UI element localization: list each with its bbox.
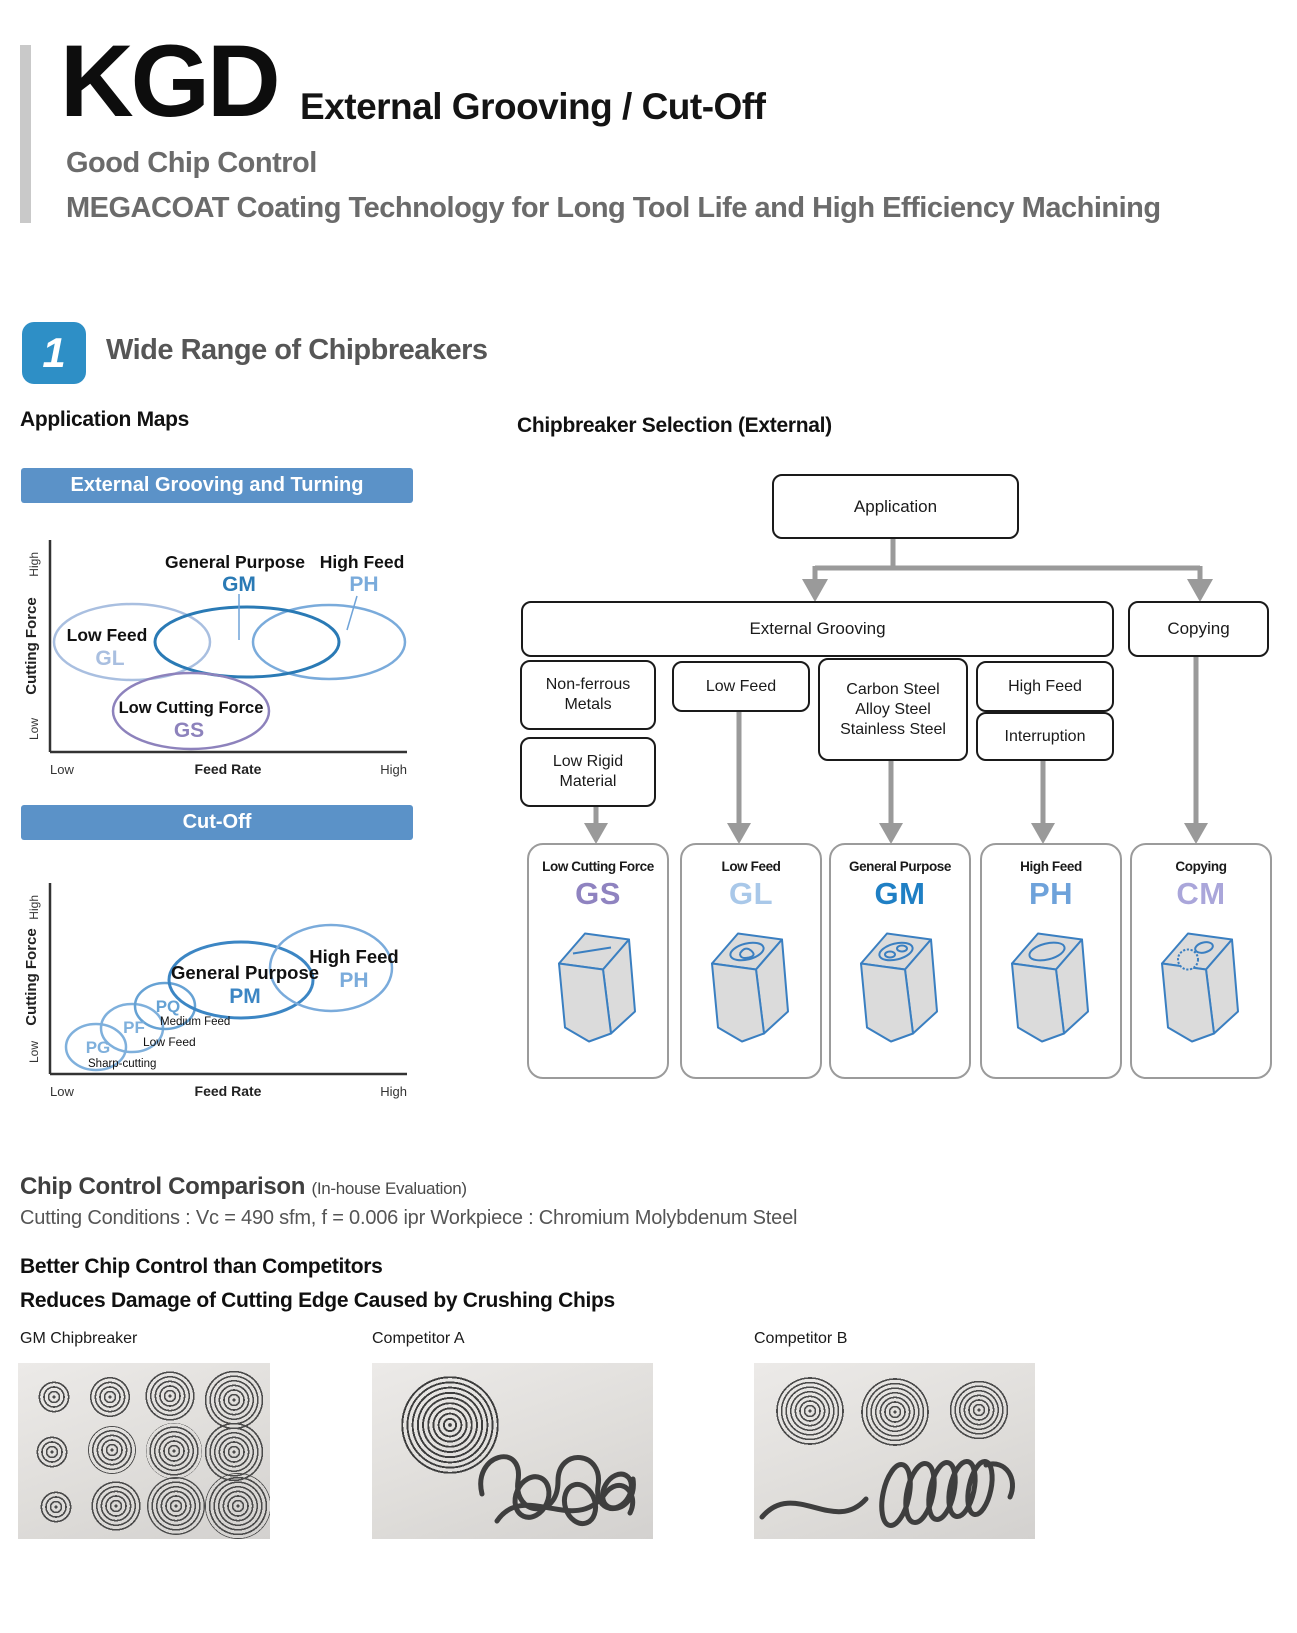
comparison-note: (In-house Evaluation) [311,1179,467,1198]
cutoff-map-banner: Cut-Off [21,805,413,840]
chipbreaker-name: General Purpose [848,859,952,874]
chipbreaker-selection-heading: Chipbreaker Selection (External) [517,414,832,437]
chip-coil [38,1489,74,1525]
arrow-down-icon [727,823,751,844]
x-axis-label: Feed Rate [194,761,262,777]
x-axis-high-label: High [380,762,407,777]
pm-region-name: General Purpose [170,962,320,983]
chip-coil [147,1477,205,1535]
chipbreaker-code: GS [575,876,621,911]
chip-coil [205,1473,270,1539]
product-name: KGD [60,24,278,138]
chip-coil [91,1481,141,1531]
chipbreaker-code: CM [1176,876,1226,911]
chipbreaker-name: High Feed [1020,859,1082,874]
tangled-chips [462,1409,652,1539]
section-number-badge: 1 [22,322,86,384]
chip-coil [88,1375,132,1419]
chipbreaker-code: PH [1028,876,1074,911]
gm-region-name: General Purpose [164,552,306,572]
header-accent-bar [20,45,31,223]
flow-node-application: Application [772,474,1019,539]
photo-label-competitor-b: Competitor B [754,1330,848,1347]
tagline-megacoat: MEGACOAT Coating Technology for Long Tool Life and High Efficiency Machining [66,192,1161,224]
condition-line: Alloy Steel [855,700,931,718]
chip-coil [948,1379,1010,1441]
gm-insert-illustration [845,916,955,1044]
arrow-down-icon [879,823,903,844]
chip-coil [145,1371,195,1421]
chipbreaker-name: Copying [1175,859,1227,874]
flow-node-copying: Copying [1128,601,1269,657]
chipbreaker-card-gl [680,843,822,1079]
chip-coil [860,1377,930,1447]
arrow-down-icon [802,579,828,602]
ph-region-name: High Feed [319,552,405,572]
flow-node-external-grooving: External Grooving [521,601,1114,657]
chipbreaker-card-gs [527,843,669,1079]
benefit-point-1: Better Chip Control than Competitors [20,1255,383,1278]
cutting-conditions-text: Cutting Conditions : Vc = 490 sfm, f = 0.006 ipr Workpiece : Chromium Molybdenum Steel [20,1207,798,1229]
cutoff-application-map-chart [10,855,430,1105]
flow-condition-non-ferrous-metals: Non-ferrous Metals [520,660,656,730]
arrow-down-icon [1187,579,1213,602]
ph-region-ellipse [253,605,405,679]
gs-insert-illustration [543,916,653,1044]
y-axis-label: Cutting Force [23,928,40,1026]
helical-chip [754,1451,1035,1539]
chip-coil [146,1423,202,1479]
arrow-down-icon [1184,823,1208,844]
pf-region-name: Low Feed [143,1035,196,1049]
flow-condition-low-feed: Low Feed [672,661,810,712]
pg-region-name: Sharp-cutting [88,1058,157,1070]
grooving-application-map-chart [10,510,430,800]
y-axis-label: Cutting Force [23,597,40,695]
cm-insert-illustration [1146,916,1256,1044]
flow-condition-low-rigid-material: Low Rigid Material [520,737,656,807]
gm-region-code: GM [222,573,256,596]
y-axis-low-label: Low [27,1040,41,1063]
flow-condition-interruption: Interruption [976,712,1114,761]
chip-coil [35,1435,69,1469]
chip-coil [38,1381,70,1413]
ph-region-code: PH [339,969,369,992]
arrow-down-icon [584,823,608,844]
section-title: Wide Range of Chipbreakers [106,334,488,366]
chipbreaker-card-ph [980,843,1122,1079]
chipbreaker-code: GL [728,876,774,911]
ph-region-code: PH [349,573,379,596]
pf-region-code: PF [123,1018,145,1037]
ph-region-name: High Feed [309,946,399,967]
photo-gm-chipbreaker-chips [18,1363,270,1539]
y-axis-low-label: Low [27,717,41,740]
benefit-point-2: Reduces Damage of Cutting Edge Caused by Crushing Chips [20,1289,615,1312]
y-axis-high-label: High [27,895,41,920]
x-axis-low-label: Low [50,762,74,777]
photo-competitor-b-chips [754,1363,1035,1539]
chipbreaker-name: Low Feed [721,859,781,874]
comparison-heading [20,1173,467,1201]
flow-condition-steels [818,658,968,761]
chipbreaker-code: GM [874,876,926,911]
pq-region-name: Medium Feed [160,1016,231,1028]
pq-region-code: PQ [155,997,181,1016]
x-axis-low-label: Low [50,1084,74,1099]
condition-line: Carbon Steel [846,680,940,698]
gl-insert-illustration [696,916,806,1044]
condition-line: Stainless Steel [840,720,946,738]
pg-region-code: PG [85,1038,111,1057]
photo-label-competitor-a: Competitor A [372,1330,465,1347]
chipbreaker-name: Low Cutting Force [542,859,654,874]
chip-coil [774,1375,846,1447]
arrow-down-icon [1031,823,1055,844]
y-axis-high-label: High [27,552,41,577]
chipbreaker-card-gm [829,843,971,1079]
x-axis-high-label: High [380,1084,407,1099]
x-axis-label: Feed Rate [194,1083,262,1099]
ph-leader-line [347,596,357,630]
ph-insert-illustration [996,916,1106,1044]
gl-region-name: Low Feed [66,625,148,645]
gs-region-name: Low Cutting Force [118,699,264,717]
comparison-title: Chip Control Comparison [20,1173,306,1200]
gm-region-ellipse [155,607,339,677]
application-maps-heading: Application Maps [20,408,190,431]
gl-region-code: GL [95,647,125,670]
pm-region-code: PM [229,985,261,1008]
photo-label-gm: GM Chipbreaker [20,1330,138,1347]
tagline-chip-control: Good Chip Control [66,147,317,179]
flow-condition-high-feed: High Feed [976,661,1114,712]
chip-coil [88,1426,136,1474]
photo-competitor-a-chips [372,1363,653,1539]
grooving-map-banner: External Grooving and Turning [21,468,413,503]
chipbreaker-card-cm [1130,843,1272,1079]
product-subtitle: External Grooving / Cut-Off [300,86,766,127]
gs-region-code: GS [173,719,205,742]
